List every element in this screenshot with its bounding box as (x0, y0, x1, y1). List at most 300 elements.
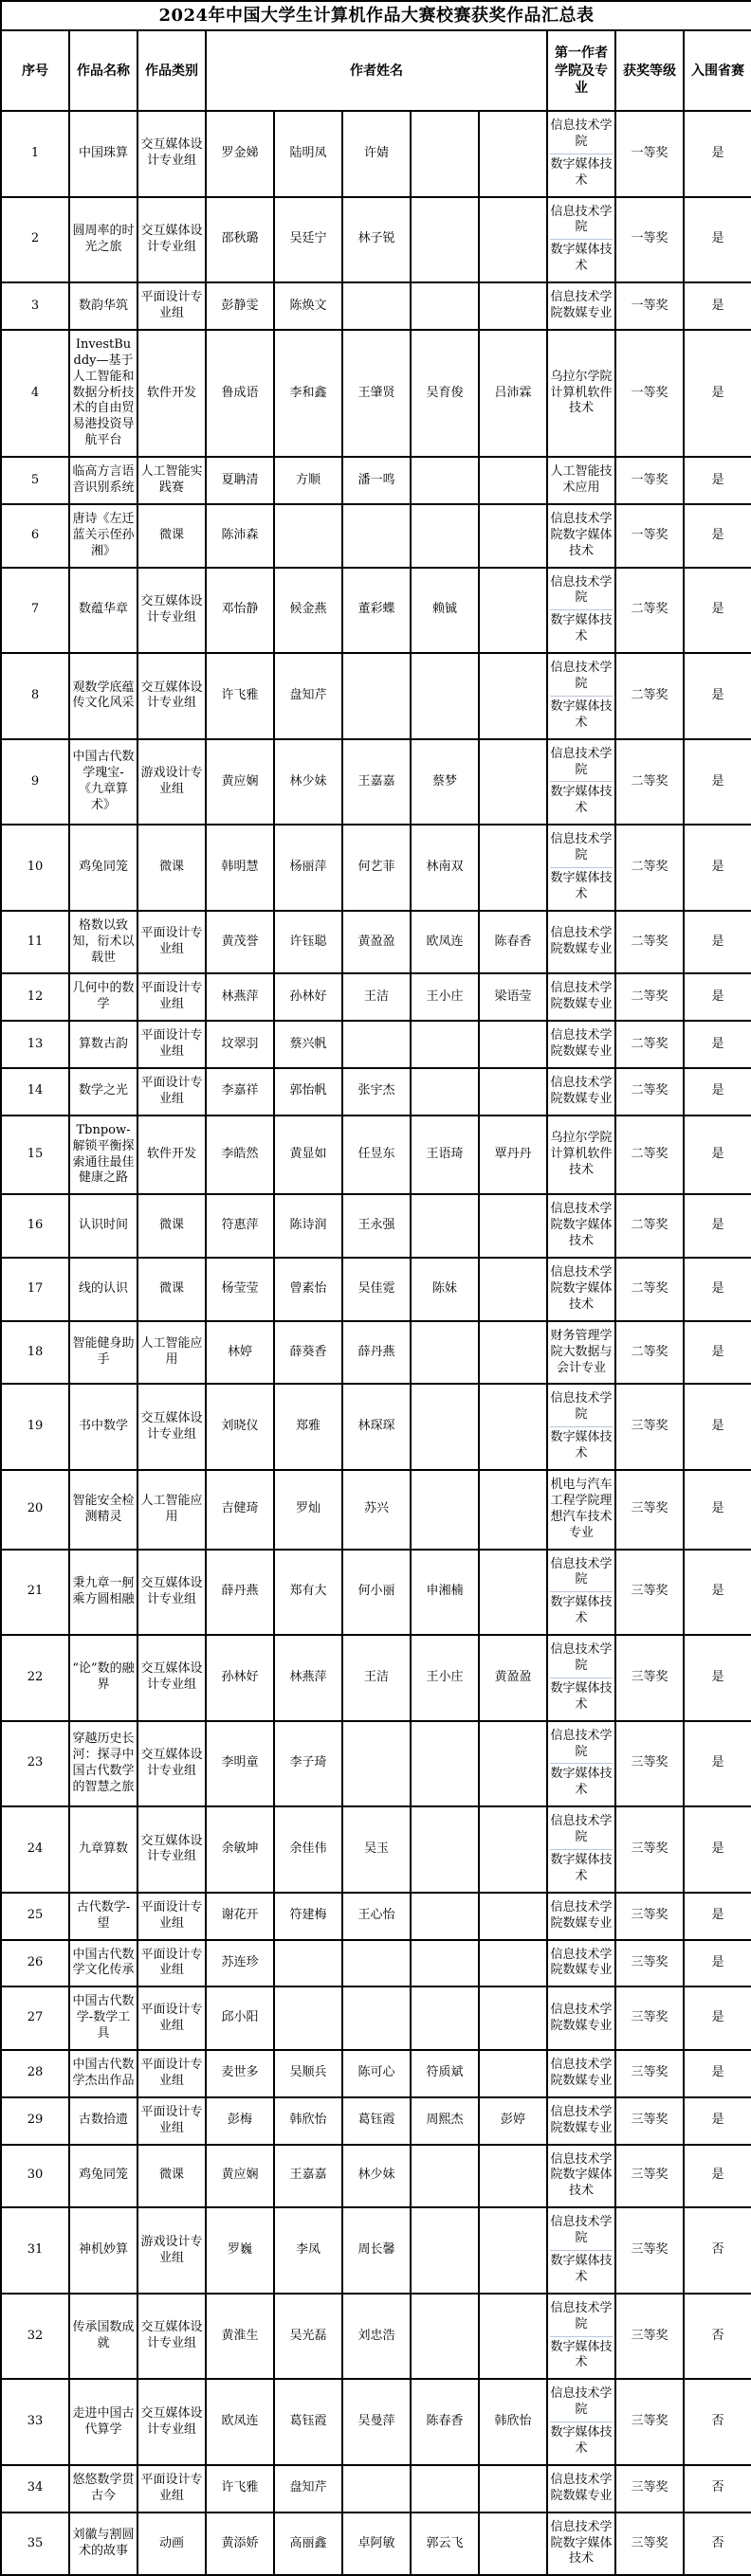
author-name-cell (411, 457, 479, 504)
work-name-cell: 穿越历史长河：探寻中国古代数学的智慧之旅 (69, 1721, 137, 1807)
table-row (1, 1116, 751, 1195)
author-name-cell: 周长馨 (342, 2207, 411, 2294)
table-row (1, 911, 751, 974)
work-category-cell: 微课 (137, 2145, 206, 2208)
column-header-provincial: 入围省赛 (684, 30, 751, 111)
author-name-cell: 周熙杰 (411, 2097, 479, 2145)
column-header-category: 作品类别 (137, 30, 206, 111)
author-name-cell: 陈可心 (342, 2050, 411, 2097)
work-category-cell: 交互媒体设计专业组 (137, 1635, 206, 1721)
college-line: 信息技术学院 (550, 1814, 613, 1845)
title-row (1, 1, 751, 30)
provincial-entry-cell: 是 (684, 1940, 751, 1987)
college-line: 信息技术学院数媒专业 (550, 2104, 613, 2135)
college-line: 数字媒体技术 (550, 2250, 613, 2286)
work-category-cell: 微课 (137, 504, 206, 568)
row-index-cell: 8 (1, 653, 69, 739)
author-name-cell (479, 2050, 547, 2097)
college-line: 信息技术学院 (550, 574, 613, 606)
author-name-cell: 陈诗润 (274, 1194, 342, 1258)
author-name-cell: 黄显如 (274, 1116, 342, 1195)
college-line: 数字媒体技术 (550, 1678, 613, 1714)
author-name-cell (342, 1986, 411, 2050)
work-category-cell: 平面设计专业组 (137, 911, 206, 974)
college-line: 机电与汽车工程学院理想汽车技术专业 (550, 1477, 613, 1540)
author-name-cell: 夏聃清 (206, 457, 274, 504)
award-level-cell: 一等奖 (615, 111, 684, 197)
author-name-cell: 盘知芹 (274, 653, 342, 739)
author-name-cell: 吴曼萍 (342, 2379, 411, 2465)
award-level-cell: 三等奖 (615, 2207, 684, 2294)
author-name-cell (411, 1068, 479, 1116)
author-name-cell: 曾素怡 (274, 1258, 342, 1321)
author-name-cell: 谢花开 (206, 1893, 274, 1940)
table-row (1, 282, 751, 330)
table-row (1, 739, 751, 825)
work-name-cell: Tbnpow-解锁平衡探索通往最佳健康之路 (69, 1116, 137, 1195)
work-name-cell: 传承国数成就 (69, 2294, 137, 2380)
work-category-cell: 交互媒体设计专业组 (137, 2379, 206, 2465)
college-major-cell (547, 504, 615, 568)
row-index-cell: 15 (1, 1116, 69, 1195)
award-level-cell: 三等奖 (615, 2050, 684, 2097)
college-line: 数字媒体技术 (550, 781, 613, 817)
author-name-cell: 杨莹莹 (206, 1258, 274, 1321)
work-name-cell: 智能健身助手 (69, 1321, 137, 1385)
author-name-cell: 陆明凤 (274, 111, 342, 197)
column-header-index: 序号 (1, 30, 69, 111)
author-name-cell (479, 1021, 547, 1068)
author-name-cell: 符质斌 (411, 2050, 479, 2097)
work-name-cell: 中国珠算 (69, 111, 137, 197)
award-level-cell: 三等奖 (615, 2145, 684, 2208)
college-line: 数字媒体技术 (550, 1849, 613, 1885)
work-name-cell: 刘徽与割圆术的故事 (69, 2513, 137, 2576)
work-category-cell: 软件开发 (137, 330, 206, 457)
work-name-cell: 古数拾遗 (69, 2097, 137, 2145)
author-name-cell (479, 111, 547, 197)
work-category-cell: 交互媒体设计专业组 (137, 653, 206, 739)
author-name-cell: 任昱东 (342, 1116, 411, 1195)
college-line: 信息技术学院数媒专业 (550, 2472, 613, 2503)
work-name-cell: 数蕴华章 (69, 568, 137, 654)
work-name-cell: InvestBuddy—基于人工智能和数据分析技术的自由贸易港投资导航平台 (69, 330, 137, 457)
college-line: 信息技术学院数字媒体技术 (550, 1202, 613, 1249)
work-name-cell: 格数以致知，衍术以载世 (69, 911, 137, 974)
author-name-cell (479, 2513, 547, 2576)
author-name-cell (479, 1258, 547, 1321)
work-name-cell: 智能安全检测精灵 (69, 1470, 137, 1550)
work-category-cell: 平面设计专业组 (137, 1893, 206, 1940)
table-row (1, 1986, 751, 2050)
table-row (1, 1258, 751, 1321)
work-category-cell: 平面设计专业组 (137, 2050, 206, 2097)
work-category-cell: 微课 (137, 825, 206, 911)
provincial-entry-cell: 是 (684, 1893, 751, 1940)
work-name-cell: 临高方言语音识别系统 (69, 457, 137, 504)
author-name-cell (411, 197, 479, 283)
college-line: 信息技术学院数媒专业 (550, 1947, 613, 1978)
row-index-cell: 12 (1, 973, 69, 1021)
table-row (1, 1068, 751, 1116)
college-major-cell (547, 2465, 615, 2513)
author-name-cell: 陈春香 (479, 911, 547, 974)
college-major-cell (547, 1721, 615, 1807)
table-row (1, 2465, 751, 2513)
row-index-cell: 19 (1, 1384, 69, 1470)
row-index-cell: 23 (1, 1721, 69, 1807)
provincial-entry-cell: 是 (684, 2097, 751, 2145)
award-level-cell: 二等奖 (615, 1068, 684, 1116)
author-name-cell: 董彩蝶 (342, 568, 411, 654)
provincial-entry-cell: 是 (684, 504, 751, 568)
author-name-cell: 林燕萍 (274, 1635, 342, 1721)
provincial-entry-cell: 否 (684, 2207, 751, 2294)
author-name-cell (479, 568, 547, 654)
college-major-cell (547, 2097, 615, 2145)
author-name-cell (411, 282, 479, 330)
provincial-entry-cell: 是 (684, 111, 751, 197)
work-name-cell: 神机妙算 (69, 2207, 137, 2294)
work-category-cell: 游戏设计专业组 (137, 2207, 206, 2294)
college-line: 财务管理学院大数据与会计专业 (550, 1328, 613, 1375)
row-index-cell: 16 (1, 1194, 69, 1258)
row-index-cell: 6 (1, 504, 69, 568)
college-line: 信息技术学院数字媒体技术 (550, 1265, 613, 1312)
provincial-entry-cell: 是 (684, 330, 751, 457)
author-name-cell: 高丽鑫 (274, 2513, 342, 2576)
college-line: 数字媒体技术 (550, 696, 613, 732)
college-line: 信息技术学院 (550, 2300, 613, 2331)
table-header (1, 1, 751, 111)
author-name-cell: 林少妹 (274, 739, 342, 825)
author-name-cell (479, 653, 547, 739)
author-name-cell (411, 504, 479, 568)
author-name-cell: 李皓然 (206, 1116, 274, 1195)
table-row (1, 1806, 751, 1893)
author-name-cell: 王嘉嘉 (342, 739, 411, 825)
author-name-cell: 王肇贤 (342, 330, 411, 457)
table-row (1, 1635, 751, 1721)
author-name-cell: 孙林好 (206, 1635, 274, 1721)
college-major-cell (547, 973, 615, 1021)
author-name-cell: 黄盈盈 (479, 1635, 547, 1721)
work-category-cell: 交互媒体设计专业组 (137, 197, 206, 283)
author-name-cell: 吴育俊 (411, 330, 479, 457)
award-level-cell: 三等奖 (615, 1550, 684, 1636)
author-name-cell: 李和鑫 (274, 330, 342, 457)
college-line: 信息技术学院 (550, 1391, 613, 1423)
author-name-cell: 申湘楠 (411, 1550, 479, 1636)
author-name-cell: 刘晓仪 (206, 1384, 274, 1470)
award-level-cell: 二等奖 (615, 1321, 684, 1385)
author-name-cell: 欧凤连 (206, 2379, 274, 2465)
row-index-cell: 5 (1, 457, 69, 504)
author-name-cell (479, 1470, 547, 1550)
work-name-cell: 唐诗《左迁蓝关示侄孙湘》 (69, 504, 137, 568)
table-row (1, 1721, 751, 1807)
author-name-cell: 葛钰霞 (342, 2097, 411, 2145)
college-major-cell (547, 1384, 615, 1470)
work-category-cell: 交互媒体设计专业组 (137, 1721, 206, 1807)
author-name-cell: 王永强 (342, 1194, 411, 1258)
college-line: 信息技术学院 (550, 832, 613, 863)
provincial-entry-cell: 是 (684, 973, 751, 1021)
college-major-cell (547, 1470, 615, 1550)
work-category-cell: 微课 (137, 1258, 206, 1321)
author-name-cell: 罗巍 (206, 2207, 274, 2294)
author-name-cell: 林南双 (411, 825, 479, 911)
award-level-cell: 三等奖 (615, 1635, 684, 1721)
table-row (1, 653, 751, 739)
author-name-cell (479, 1550, 547, 1636)
row-index-cell: 30 (1, 2145, 69, 2208)
author-name-cell (411, 1986, 479, 2050)
college-major-cell (547, 739, 615, 825)
college-major-cell (547, 1194, 615, 1258)
work-name-cell: 中国古代数学文化传承 (69, 1940, 137, 1987)
work-category-cell: 交互媒体设计专业组 (137, 1806, 206, 1893)
author-name-cell (411, 1321, 479, 1385)
college-major-cell (547, 2145, 615, 2208)
author-name-cell (274, 504, 342, 568)
work-name-cell: 悠悠数学贯古今 (69, 2465, 137, 2513)
college-line: 人工智能技术应用 (550, 464, 613, 495)
author-name-cell: 王洁 (342, 1635, 411, 1721)
author-name-cell: 王嘉嘉 (274, 2145, 342, 2208)
work-category-cell: 平面设计专业组 (137, 2097, 206, 2145)
award-level-cell: 三等奖 (615, 2097, 684, 2145)
author-name-cell: 李嘉祥 (206, 1068, 274, 1116)
provincial-entry-cell: 是 (684, 1384, 751, 1470)
work-name-cell: 算数古韵 (69, 1021, 137, 1068)
table-row (1, 1893, 751, 1940)
work-name-cell: 中国古代数学-数学工具 (69, 1986, 137, 2050)
college-major-cell (547, 1806, 615, 1893)
provincial-entry-cell: 是 (684, 197, 751, 283)
author-name-cell: 欧凤连 (411, 911, 479, 974)
provincial-entry-cell: 是 (684, 653, 751, 739)
author-name-cell (479, 1986, 547, 2050)
college-line: 数字媒体技术 (550, 1591, 613, 1627)
work-name-cell: 书中数学 (69, 1384, 137, 1470)
author-name-cell: 李明童 (206, 1721, 274, 1807)
work-category-cell: 交互媒体设计专业组 (137, 2294, 206, 2380)
table-row (1, 2379, 751, 2465)
provincial-entry-cell: 是 (684, 825, 751, 911)
table-row (1, 2513, 751, 2576)
college-line: 乌拉尔学院计算机软件技术 (550, 1131, 613, 1178)
author-name-cell (411, 1384, 479, 1470)
college-major-cell (547, 911, 615, 974)
award-level-cell: 二等奖 (615, 911, 684, 974)
author-name-cell: 韩明慧 (206, 825, 274, 911)
author-name-cell: 何小丽 (342, 1550, 411, 1636)
college-major-cell (547, 1986, 615, 2050)
author-name-cell (342, 2465, 411, 2513)
author-name-cell: 覃丹丹 (479, 1116, 547, 1195)
table-row (1, 504, 751, 568)
author-name-cell: 许飞雅 (206, 653, 274, 739)
college-line: 信息技术学院 (550, 118, 613, 149)
author-name-cell: 许婧 (342, 111, 411, 197)
provincial-entry-cell: 否 (684, 2379, 751, 2465)
author-name-cell: 苏连珍 (206, 1940, 274, 1987)
row-index-cell: 2 (1, 197, 69, 283)
author-name-cell: 薛葵香 (274, 1321, 342, 1385)
awards-table-body (1, 111, 751, 2575)
table-row (1, 457, 751, 504)
work-category-cell: 平面设计专业组 (137, 973, 206, 1021)
college-line: 数字媒体技术 (550, 2422, 613, 2458)
author-name-cell (479, 2145, 547, 2208)
author-name-cell: 彭静雯 (206, 282, 274, 330)
author-name-cell: 吴廷宁 (274, 197, 342, 283)
author-name-cell (479, 504, 547, 568)
author-name-cell: 吴佳霓 (342, 1258, 411, 1321)
author-name-cell: 余佳伟 (274, 1806, 342, 1893)
work-category-cell: 人工智能应用 (137, 1321, 206, 1385)
college-line: 信息技术学院 (550, 1556, 613, 1587)
author-name-cell: 彭梅 (206, 2097, 274, 2145)
author-name-cell: 卓阿敏 (342, 2513, 411, 2576)
work-name-cell: 圆周率的时光之旅 (69, 197, 137, 283)
author-name-cell (479, 1384, 547, 1470)
row-index-cell: 18 (1, 1321, 69, 1385)
author-name-cell: 黄淮生 (206, 2294, 274, 2380)
row-index-cell: 22 (1, 1635, 69, 1721)
provincial-entry-cell: 是 (684, 911, 751, 974)
work-category-cell: 微课 (137, 1194, 206, 1258)
row-index-cell: 11 (1, 911, 69, 974)
author-name-cell (479, 1721, 547, 1807)
table-row (1, 1321, 751, 1385)
college-major-cell (547, 1021, 615, 1068)
table-row (1, 1550, 751, 1636)
author-name-cell (479, 1893, 547, 1940)
work-name-cell: 九章算数 (69, 1806, 137, 1893)
author-name-cell: 黄应娴 (206, 2145, 274, 2208)
table-row (1, 973, 751, 1021)
provincial-entry-cell: 是 (684, 1321, 751, 1385)
college-line: 信息技术学院 (550, 1728, 613, 1759)
work-category-cell: 平面设计专业组 (137, 282, 206, 330)
author-name-cell (479, 457, 547, 504)
author-name-cell (479, 2465, 547, 2513)
author-name-cell (342, 1721, 411, 1807)
award-level-cell: 三等奖 (615, 1940, 684, 1987)
author-name-cell (479, 739, 547, 825)
provincial-entry-cell: 是 (684, 1806, 751, 1893)
college-line: 信息技术学院 (550, 2215, 613, 2246)
author-name-cell (479, 1321, 547, 1385)
author-name-cell (342, 282, 411, 330)
author-name-cell: 候金燕 (274, 568, 342, 654)
work-category-cell: 平面设计专业组 (137, 1021, 206, 1068)
college-major-cell (547, 2294, 615, 2380)
work-category-cell: 人工智能实践赛 (137, 457, 206, 504)
provincial-entry-cell: 是 (684, 1021, 751, 1068)
author-name-cell: 赖铖 (411, 568, 479, 654)
author-name-cell: 麦世多 (206, 2050, 274, 2097)
table-row (1, 1940, 751, 1987)
author-name-cell (479, 1068, 547, 1116)
college-major-cell (547, 2207, 615, 2294)
award-level-cell: 一等奖 (615, 457, 684, 504)
college-major-cell (547, 1893, 615, 1940)
college-line: 数字媒体技术 (550, 154, 613, 190)
provincial-entry-cell: 是 (684, 1550, 751, 1636)
author-name-cell (411, 2294, 479, 2380)
row-index-cell: 24 (1, 1806, 69, 1893)
author-name-cell: 陈沛森 (206, 504, 274, 568)
provincial-entry-cell: 是 (684, 1068, 751, 1116)
college-major-cell (547, 1321, 615, 1385)
table-row (1, 2097, 751, 2145)
college-major-cell (547, 1068, 615, 1116)
provincial-entry-cell: 否 (684, 2465, 751, 2513)
award-level-cell: 二等奖 (615, 1021, 684, 1068)
college-line: 信息技术学院数媒专业 (550, 290, 613, 320)
author-name-cell: 王小庄 (411, 973, 479, 1021)
row-index-cell: 34 (1, 2465, 69, 2513)
work-name-cell: 走进中国古代算学 (69, 2379, 137, 2465)
work-category-cell: 软件开发 (137, 1116, 206, 1195)
author-name-cell: 邓怡静 (206, 568, 274, 654)
award-level-cell: 三等奖 (615, 2379, 684, 2465)
award-level-cell: 三等奖 (615, 2465, 684, 2513)
author-name-cell: 符惠萍 (206, 1194, 274, 1258)
row-index-cell: 9 (1, 739, 69, 825)
college-major-cell (547, 1116, 615, 1195)
author-name-cell: 罗金娣 (206, 111, 274, 197)
author-name-cell: 盘知芹 (274, 2465, 342, 2513)
author-name-cell (411, 1721, 479, 1807)
college-line: 数字媒体技术 (550, 1426, 613, 1462)
author-name-cell: 林婷 (206, 1321, 274, 1385)
award-level-cell: 二等奖 (615, 653, 684, 739)
table-row (1, 825, 751, 911)
author-name-cell: 郭怡帆 (274, 1068, 342, 1116)
author-name-cell: 余敏坤 (206, 1806, 274, 1893)
row-index-cell: 33 (1, 2379, 69, 2465)
author-name-cell: 李子琦 (274, 1721, 342, 1807)
college-line: 信息技术学院数媒专业 (550, 1076, 613, 1106)
row-index-cell: 25 (1, 1893, 69, 1940)
college-line: 信息技术学院数字媒体技术 (550, 511, 613, 558)
row-index-cell: 35 (1, 2513, 69, 2576)
college-line: 信息技术学院数媒专业 (550, 1899, 613, 1931)
author-name-cell (342, 504, 411, 568)
provincial-entry-cell: 是 (684, 1635, 751, 1721)
college-line: 信息技术学院数媒专业 (550, 926, 613, 957)
work-name-cell: 几何中的数学 (69, 973, 137, 1021)
author-name-cell (411, 1470, 479, 1550)
author-name-cell: 邱小阳 (206, 1986, 274, 2050)
college-major-cell (547, 457, 615, 504)
author-name-cell: 蔡梦 (411, 739, 479, 825)
award-level-cell: 一等奖 (615, 197, 684, 283)
author-name-cell: 吴顺兵 (274, 2050, 342, 2097)
college-line: 信息技术学院数媒专业 (550, 981, 613, 1012)
provincial-entry-cell: 是 (684, 282, 751, 330)
table-row (1, 1194, 751, 1258)
row-index-cell: 32 (1, 2294, 69, 2380)
award-level-cell: 三等奖 (615, 1806, 684, 1893)
award-level-cell: 二等奖 (615, 973, 684, 1021)
work-name-cell: 秉九章一舸 乘方圆相融 (69, 1550, 137, 1636)
author-name-cell (411, 111, 479, 197)
